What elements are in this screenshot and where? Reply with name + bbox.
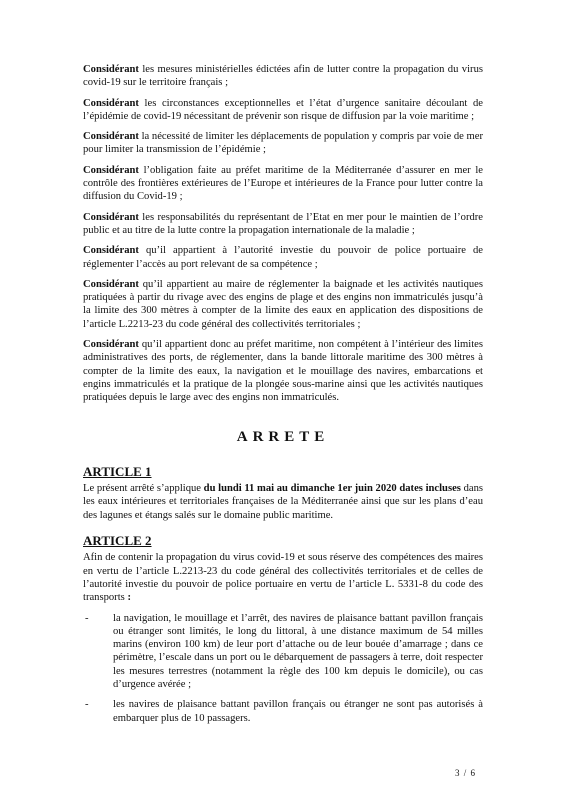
bullet-dash: - [85, 612, 89, 624]
list-item [83, 612, 483, 692]
article-2-intro-text: Afin de contenir la propagation du virus covid-19 et sous réserve des compétences des maires en vertu de l’article L.2213-23 du code général des collectivités territoriales et de celles de l’autorité investie du pouvoir de police portuaire en vertu de l’article L. 5331-8 du code des transports [83, 552, 483, 604]
considerant-text: qu’il appartient au maire de réglementer la baignade et les activités nautiques pratiquées à partir du rivage avec des engins de plage et des engins non immatriculés jusqu’à la limite des 300 mètres à compter de la limite des eaux en application des dispositions de l’article L.2213-23 du code général des collectivités territoriales ; [83, 278, 483, 330]
considerant-lead: Considérant [83, 278, 139, 290]
considerant-paragraph [83, 63, 483, 90]
document-page [83, 63, 483, 732]
article-2-list [83, 612, 483, 725]
article-1-dates: du lundi 11 mai au dimanche 1er juin 2020 dates incluses [203, 483, 461, 495]
article-1-text-before: Le présent arrêté s’applique [83, 483, 204, 495]
bullet-dash: - [85, 699, 89, 711]
list-item [83, 698, 483, 725]
article-2-intro-colon: : [127, 592, 131, 604]
considerant-text: l’obligation faite au préfet maritime de la Méditerranée d’assurer en mer le contrôle des frontières extérieures de l’Europe et intérieures de la France pour lutter contre la diffusion du Covid-19 ; [83, 164, 483, 203]
considerant-text: les mesures ministérielles édictées afin de lutter contre la propagation du virus covid-19 sur le territoire français ; [83, 64, 483, 89]
article-1 [83, 465, 483, 522]
considerant-paragraph [83, 164, 483, 204]
list-item-text: la navigation, le mouillage et l’arrêt, des navires de plaisance battant pavillon français ou étranger sont limités, le long du littoral, à une distance maximum de 54 milles marins (environ 100 km) de leur port d’attache ou de leur bouée d’amarrage ; dans ce périmètre, l’escale dans un port ou le débarquement de passagers à terre, doit respecter les mesures terrestres (notamment la règle des 100 km depuis le domicile), ou cas d’urgence avérée ; [113, 612, 483, 690]
page-number: 3 / 6 [455, 768, 477, 778]
considerant-lead: Considérant [83, 339, 139, 351]
considerant-text: les responsabilités du représentant de l’Etat en mer pour le maintien de l’ordre public et au titre de la lutte contre la propagation internationale de la maladie ; [83, 211, 483, 236]
article-2 [83, 534, 483, 725]
considerant-lead: Considérant [83, 97, 139, 109]
considerant-paragraph [83, 338, 483, 404]
considerant-lead: Considérant [83, 245, 139, 257]
considerant-lead: Considérant [83, 164, 139, 176]
considerant-text: qu’il appartient à l’autorité investie du pouvoir de police portuaire de réglementer l’accès au port relevant de sa compétence ; [83, 245, 483, 270]
considerant-text: les circonstances exceptionnelles et l’état d’urgence sanitaire découlant de l’épidémie de covid-19 nécessitant de prévenir son risque de diffusion par la voie maritime ; [83, 97, 483, 122]
considerants-section [83, 63, 483, 405]
considerant-text: la nécessité de limiter les déplacements de population y compris par voie de mer pour limiter la transmission de l’épidémie ; [83, 131, 483, 156]
considerant-lead: Considérant [83, 64, 139, 75]
article-2-heading: ARTICLE 2 [83, 533, 152, 549]
considerant-lead: Considérant [83, 131, 139, 143]
considerant-paragraph [83, 130, 483, 157]
list-item-text: les navires de plaisance battant pavillon français ou étranger ne sont pas autorisés à embarquer plus de 10 passagers. [113, 699, 483, 724]
considerant-text: qu’il appartient donc au préfet maritime, non compétent à l’intérieur des limites administratives des ports, de réglementer, dans la bande littorale maritime des 300 mètres à compter de la limite des eaux, la navigation et le mouillage des navires, embarcations et engins immatriculés et la pratique de la plongée sous-marine ainsi que les activités nautiques pratiquées depuis le large avec des engins non immatriculés. [83, 339, 483, 404]
considerant-paragraph [83, 278, 483, 331]
considerant-lead: Considérant [83, 211, 139, 223]
considerant-paragraph [83, 97, 483, 124]
article-1-body [83, 482, 483, 522]
article-2-intro [83, 551, 483, 604]
considerant-paragraph [83, 244, 483, 271]
article-1-text-after: dans les eaux intérieures et territoriales françaises de la Méditerranée ainsi que sur les plans d’eau des lagunes et étangs salés sur le domaine public maritime. [83, 483, 483, 521]
considerant-paragraph [83, 211, 483, 238]
arrete-title: ARRETE [236, 428, 330, 445]
article-1-heading: ARTICLE 1 [83, 463, 152, 479]
